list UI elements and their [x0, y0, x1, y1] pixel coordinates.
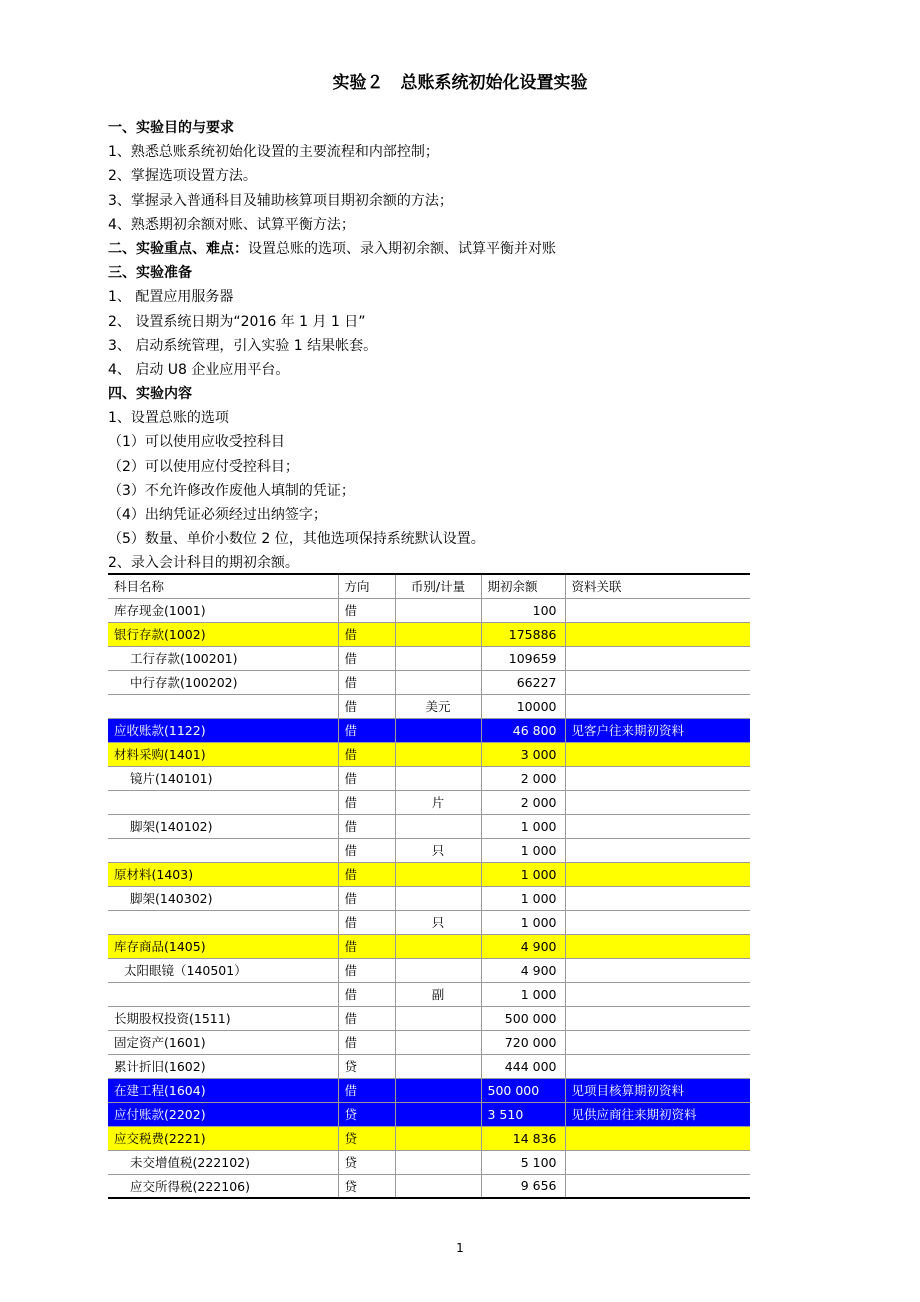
cell-opening-balance: 444 000: [481, 1054, 565, 1078]
cell-account-name: [108, 694, 338, 718]
cell-currency-unit: [395, 958, 481, 982]
cell-currency-unit: [395, 1150, 481, 1174]
cell-opening-balance: 3 510: [481, 1102, 565, 1126]
cell-direction: 借: [338, 934, 395, 958]
cell-opening-balance: 3 000: [481, 742, 565, 766]
cell-related-info: [565, 766, 750, 790]
table-row: [108, 598, 750, 622]
cell-related-info: [565, 862, 750, 886]
table-row: [108, 814, 750, 838]
section-heading-label: 二、实验重点、难点：: [108, 240, 248, 257]
table-row: [108, 1078, 750, 1102]
cell-opening-balance: 109659: [481, 646, 565, 670]
cell-direction: 贷: [338, 1054, 395, 1078]
cell-related-info: [565, 886, 750, 910]
header-currency-unit: 币别/计量: [395, 574, 481, 598]
cell-account-name: 脚架(140102): [108, 814, 338, 838]
header-account-name: 科目名称: [108, 574, 338, 598]
table-row: [108, 742, 750, 766]
cell-currency-unit: 美元: [395, 694, 481, 718]
cell-currency-unit: 只: [395, 838, 481, 862]
table-row: [108, 622, 750, 646]
cell-opening-balance: 9 656: [481, 1174, 565, 1198]
section-heading-text: 设置总账的选项、录入期初余额、试算平衡并对账: [248, 240, 556, 257]
cell-related-info: [565, 1006, 750, 1030]
cell-direction: 贷: [338, 1174, 395, 1198]
cell-direction: 借: [338, 718, 395, 742]
cell-opening-balance: 720 000: [481, 1030, 565, 1054]
cell-direction: 借: [338, 694, 395, 718]
cell-currency-unit: [395, 718, 481, 742]
cell-direction: 借: [338, 742, 395, 766]
cell-related-info: [565, 982, 750, 1006]
cell-account-name: [108, 982, 338, 1006]
cell-account-name: 脚架(140302): [108, 886, 338, 910]
cell-direction: 借: [338, 1030, 395, 1054]
cell-related-info: [565, 958, 750, 982]
cell-currency-unit: [395, 934, 481, 958]
cell-direction: 借: [338, 886, 395, 910]
cell-account-name: 应交税费(2221): [108, 1126, 338, 1150]
cell-direction: 借: [338, 838, 395, 862]
cell-account-name: [108, 838, 338, 862]
cell-related-info: [565, 790, 750, 814]
cell-direction: 借: [338, 982, 395, 1006]
section-heading: 一、实验目的与要求: [108, 120, 234, 136]
cell-direction: 借: [338, 670, 395, 694]
table-header-row: [108, 574, 750, 598]
cell-related-info: [565, 934, 750, 958]
cell-account-name: 应收账款(1122): [108, 718, 338, 742]
table-row: [108, 718, 750, 742]
table-row: [108, 934, 750, 958]
cell-direction: 借: [338, 910, 395, 934]
cell-related-info: 见项目核算期初资料: [565, 1078, 750, 1102]
text-line: （1）可以使用应收受控科目: [108, 434, 285, 451]
cell-opening-balance: 46 800: [481, 718, 565, 742]
cell-currency-unit: [395, 1126, 481, 1150]
cell-related-info: [565, 598, 750, 622]
cell-opening-balance: 1 000: [481, 886, 565, 910]
text-line: 1、设置总账的选项: [108, 410, 229, 427]
cell-related-info: [565, 670, 750, 694]
cell-related-info: [565, 1150, 750, 1174]
table-row: [108, 1006, 750, 1030]
text-line: 3、掌握录入普通科目及辅助核算项目期初余额的方法；: [108, 192, 453, 209]
cell-related-info: [565, 910, 750, 934]
cell-currency-unit: [395, 886, 481, 910]
cell-related-info: [565, 1126, 750, 1150]
cell-related-info: 见客户往来期初资料: [565, 718, 750, 742]
cell-currency-unit: [395, 742, 481, 766]
text-line: 2、 设置系统日期为“2016 年 1 月 1 日”: [108, 313, 366, 330]
cell-opening-balance: 1 000: [481, 838, 565, 862]
table-row: [108, 1126, 750, 1150]
text-line: 2、录入会计科目的期初余额。: [108, 555, 299, 572]
table-row: [108, 694, 750, 718]
cell-opening-balance: 5 100: [481, 1150, 565, 1174]
cell-opening-balance: 4 900: [481, 958, 565, 982]
table-row: [108, 1102, 750, 1126]
cell-direction: 贷: [338, 1150, 395, 1174]
cell-opening-balance: 1 000: [481, 814, 565, 838]
cell-opening-balance: 4 900: [481, 934, 565, 958]
cell-currency-unit: 副: [395, 982, 481, 1006]
cell-opening-balance: 66227: [481, 670, 565, 694]
cell-related-info: [565, 622, 750, 646]
table-row: [108, 886, 750, 910]
cell-opening-balance: 175886: [481, 622, 565, 646]
cell-opening-balance: 1 000: [481, 910, 565, 934]
section-heading: 四、实验内容: [108, 386, 192, 403]
cell-account-name: 固定资产(1601): [108, 1030, 338, 1054]
text-line: 3、 启动系统管理，引入实验 1 结果帐套。: [108, 337, 378, 354]
cell-direction: 贷: [338, 1126, 395, 1150]
cell-opening-balance: 500 000: [481, 1006, 565, 1030]
table-row: [108, 910, 750, 934]
cell-related-info: [565, 1030, 750, 1054]
table-row: [108, 958, 750, 982]
text-line: 4、熟悉期初余额对账、试算平衡方法；: [108, 216, 355, 233]
table-row: [108, 790, 750, 814]
cell-account-name: 银行存款(1002): [108, 622, 338, 646]
table-row: [108, 838, 750, 862]
cell-direction: 贷: [338, 1102, 395, 1126]
text-line: （3）不允许修改作废他人填制的凭证；: [108, 482, 355, 499]
cell-currency-unit: [395, 766, 481, 790]
cell-account-name: 累计折旧(1602): [108, 1054, 338, 1078]
cell-currency-unit: [395, 598, 481, 622]
cell-opening-balance: 500 000: [481, 1078, 565, 1102]
cell-account-name: 中行存款(100202): [108, 670, 338, 694]
cell-account-name: 工行存款(100201): [108, 646, 338, 670]
cell-currency-unit: [395, 1078, 481, 1102]
cell-direction: 借: [338, 862, 395, 886]
text-line: 1、熟悉总账系统初始化设置的主要流程和内部控制；: [108, 144, 439, 161]
cell-currency-unit: [395, 1054, 481, 1078]
cell-opening-balance: 100: [481, 598, 565, 622]
header-related-info: 资料关联: [565, 574, 750, 598]
table-row: [108, 1030, 750, 1054]
cell-account-name: 库存现金(1001): [108, 598, 338, 622]
text-line: [108, 237, 768, 261]
table-row: [108, 1174, 750, 1198]
cell-opening-balance: 1 000: [481, 982, 565, 1006]
table-row: [108, 1150, 750, 1174]
table-row: [108, 1054, 750, 1078]
table-row: [108, 670, 750, 694]
text-line: 1、 配置应用服务器: [108, 289, 234, 306]
cell-account-name: [108, 790, 338, 814]
text-line: （5）数量、单价小数位 2 位，其他选项保持系统默认设置。: [108, 531, 485, 548]
cell-currency-unit: 只: [395, 910, 481, 934]
cell-account-name: 长期股权投资(1511): [108, 1006, 338, 1030]
cell-account-name: [108, 910, 338, 934]
cell-direction: 借: [338, 622, 395, 646]
cell-opening-balance: 2 000: [481, 790, 565, 814]
cell-related-info: 见供应商往来期初资料: [565, 1102, 750, 1126]
cell-related-info: [565, 1174, 750, 1198]
cell-account-name: 库存商品(1405): [108, 934, 338, 958]
document-title: 实验２ 总账系统初始化设置实验: [332, 73, 588, 93]
cell-related-info: [565, 646, 750, 670]
text-line: 2、掌握选项设置方法。: [108, 168, 257, 185]
cell-related-info: [565, 814, 750, 838]
opening-balance-table: [108, 573, 750, 1199]
cell-direction: 借: [338, 598, 395, 622]
cell-related-info: [565, 1054, 750, 1078]
cell-account-name: 原材料(1403): [108, 862, 338, 886]
cell-direction: 借: [338, 958, 395, 982]
header-direction: 方向: [338, 574, 395, 598]
cell-opening-balance: 10000: [481, 694, 565, 718]
cell-account-name: 应付账款(2202): [108, 1102, 338, 1126]
section-heading: 三、实验准备: [108, 265, 192, 282]
cell-account-name: 太阳眼镜（140501）: [108, 958, 338, 982]
text-line: 4、 启动 U8 企业应用平台。: [108, 361, 290, 378]
cell-related-info: [565, 742, 750, 766]
table-row: [108, 862, 750, 886]
page-number: 1: [456, 1241, 464, 1255]
cell-currency-unit: [395, 670, 481, 694]
cell-related-info: [565, 694, 750, 718]
cell-opening-balance: 1 000: [481, 862, 565, 886]
cell-direction: 借: [338, 1006, 395, 1030]
cell-opening-balance: 2 000: [481, 766, 565, 790]
cell-account-name: 镜片(140101): [108, 766, 338, 790]
cell-account-name: 应交所得税(222106): [108, 1174, 338, 1198]
cell-direction: 借: [338, 814, 395, 838]
cell-currency-unit: [395, 1030, 481, 1054]
cell-direction: 借: [338, 790, 395, 814]
cell-currency-unit: [395, 1102, 481, 1126]
table-row: [108, 766, 750, 790]
cell-direction: 借: [338, 646, 395, 670]
header-opening-balance: 期初余额: [481, 574, 565, 598]
cell-account-name: 未交增值税(222102): [108, 1150, 338, 1174]
cell-currency-unit: [395, 1174, 481, 1198]
cell-currency-unit: [395, 814, 481, 838]
table-row: [108, 646, 750, 670]
cell-account-name: 材料采购(1401): [108, 742, 338, 766]
cell-currency-unit: [395, 1006, 481, 1030]
text-line: （4）出纳凭证必须经过出纳签字；: [108, 507, 327, 523]
cell-direction: 借: [338, 1078, 395, 1102]
cell-account-name: 在建工程(1604): [108, 1078, 338, 1102]
cell-related-info: [565, 838, 750, 862]
cell-currency-unit: [395, 862, 481, 886]
cell-direction: 借: [338, 766, 395, 790]
cell-opening-balance: 14 836: [481, 1126, 565, 1150]
table-row: [108, 982, 750, 1006]
cell-currency-unit: [395, 622, 481, 646]
body-text: [108, 116, 768, 576]
cell-currency-unit: [395, 646, 481, 670]
text-line: （2）可以使用应付受控科目；: [108, 458, 299, 475]
cell-currency-unit: 片: [395, 790, 481, 814]
